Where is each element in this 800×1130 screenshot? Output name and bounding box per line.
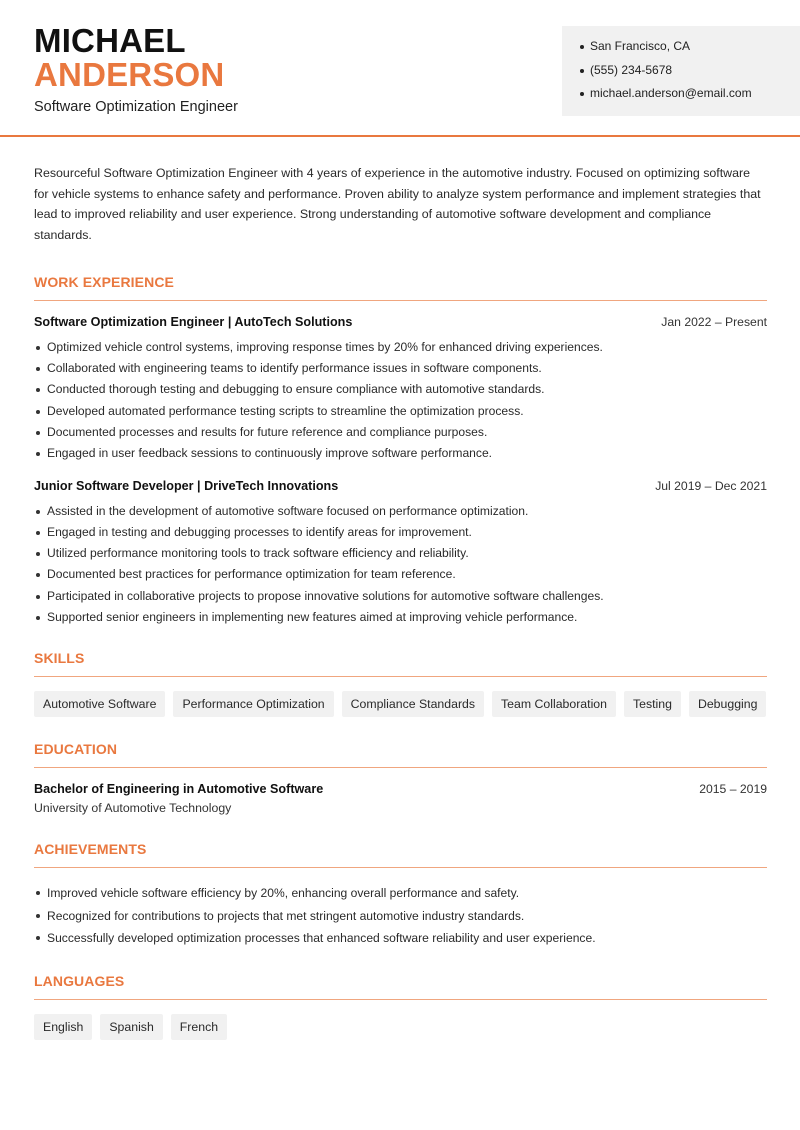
- section-heading-achievements: ACHIEVEMENTS: [34, 841, 767, 868]
- skills-section: [34, 650, 767, 717]
- language-tag: Spanish: [100, 1014, 162, 1040]
- list-item: Recognized for contributions to projects that met stringent automotive industry standards.: [34, 905, 767, 928]
- resume-body: [34, 163, 767, 1040]
- list-item: Developed automated performance testing scripts to streamline the optimization process.: [34, 401, 767, 422]
- skill-tag: Debugging: [689, 691, 767, 717]
- list-item: Conducted thorough testing and debugging to ensure compliance with automotive standards.: [34, 379, 767, 400]
- list-item: Successfully developed optimization processes that enhanced software reliability and user experience.: [34, 927, 767, 950]
- job-bullets: [34, 337, 767, 465]
- school-name: University of Automotive Technology: [34, 801, 232, 816]
- job-header: [34, 479, 767, 493]
- first-name: MICHAEL: [34, 22, 186, 59]
- list-item: Documented processes and results for future reference and compliance purposes.: [34, 422, 767, 443]
- last-name: ANDERSON: [34, 56, 225, 93]
- skill-tag: Performance Optimization: [173, 691, 333, 717]
- language-tag: English: [34, 1014, 92, 1040]
- job-dates: Jan 2022 – Present: [661, 314, 767, 329]
- section-heading-skills: SKILLS: [34, 650, 767, 677]
- education-dates: 2015 – 2019: [699, 782, 767, 797]
- list-item: Assisted in the development of automotive software focused on performance optimization.: [34, 501, 767, 522]
- section-heading-languages: LANGUAGES: [34, 973, 767, 1000]
- skill-tag: Team Collaboration: [492, 691, 616, 717]
- list-item: Collaborated with engineering teams to identify performance issues in software components.: [34, 358, 767, 379]
- list-item: Engaged in testing and debugging processes to identify areas for improvement.: [34, 522, 767, 543]
- list-item: Utilized performance monitoring tools to track software efficiency and reliability.: [34, 543, 767, 564]
- summary-text: Resourceful Software Optimization Engineer with 4 years of experience in the automotive industry. Focused on optimizing software for vehicle systems to enhance safety and performance. Proven ability to analyze system performance and implement strategies that lead to improved reliability and user experience. Strong understanding of automotive software development and compliance standards.: [34, 166, 761, 243]
- contact-box: [562, 26, 800, 116]
- job-entry: [34, 315, 767, 465]
- education-header: [34, 782, 767, 796]
- job-bullets: [34, 501, 767, 629]
- language-tags: [34, 1014, 767, 1040]
- contact-phone[interactable]: (555) 234-5678: [580, 59, 800, 83]
- job-role: Software Optimization Engineer | AutoTech Solutions: [34, 314, 353, 329]
- list-item: Supported senior engineers in implementing new features aimed at improving vehicle performance.: [34, 607, 767, 628]
- list-item: Participated in collaborative projects to propose innovative solutions for automotive software challenges.: [34, 586, 767, 607]
- job-dates: Jul 2019 – Dec 2021: [655, 478, 767, 493]
- list-item: Improved vehicle software efficiency by 20%, enhancing overall performance and safety.: [34, 882, 767, 905]
- skill-tag: Compliance Standards: [342, 691, 484, 717]
- job-title: Software Optimization Engineer: [34, 99, 238, 115]
- list-item: Engaged in user feedback sessions to continuously improve software performance.: [34, 443, 767, 464]
- list-item: Documented best practices for performance optimization for team reference.: [34, 564, 767, 585]
- skill-tag: Testing: [624, 691, 681, 717]
- job-role: Junior Software Developer | DriveTech Innovations: [34, 478, 339, 493]
- list-item: Optimized vehicle control systems, improving response times by 20% for enhanced driving experiences.: [34, 337, 767, 358]
- skill-tag: Automotive Software: [34, 691, 165, 717]
- contact-location: San Francisco, CA: [580, 35, 800, 59]
- achievement-bullets: [34, 882, 767, 950]
- language-tag: French: [171, 1014, 227, 1040]
- education-section: [34, 741, 767, 815]
- job-entry: [34, 479, 767, 629]
- degree-name: Bachelor of Engineering in Automotive Software: [34, 782, 324, 797]
- languages-section: [34, 973, 767, 1040]
- job-header: [34, 315, 767, 329]
- work-experience-section: [34, 274, 767, 629]
- contact-list: [580, 35, 800, 106]
- achievements-section: [34, 841, 767, 950]
- skills-tags: [34, 691, 767, 717]
- resume-header: [0, 0, 800, 137]
- section-heading-education: EDUCATION: [34, 741, 767, 768]
- contact-email[interactable]: michael.anderson@email.com: [580, 82, 800, 106]
- section-heading-work: WORK EXPERIENCE: [34, 274, 767, 301]
